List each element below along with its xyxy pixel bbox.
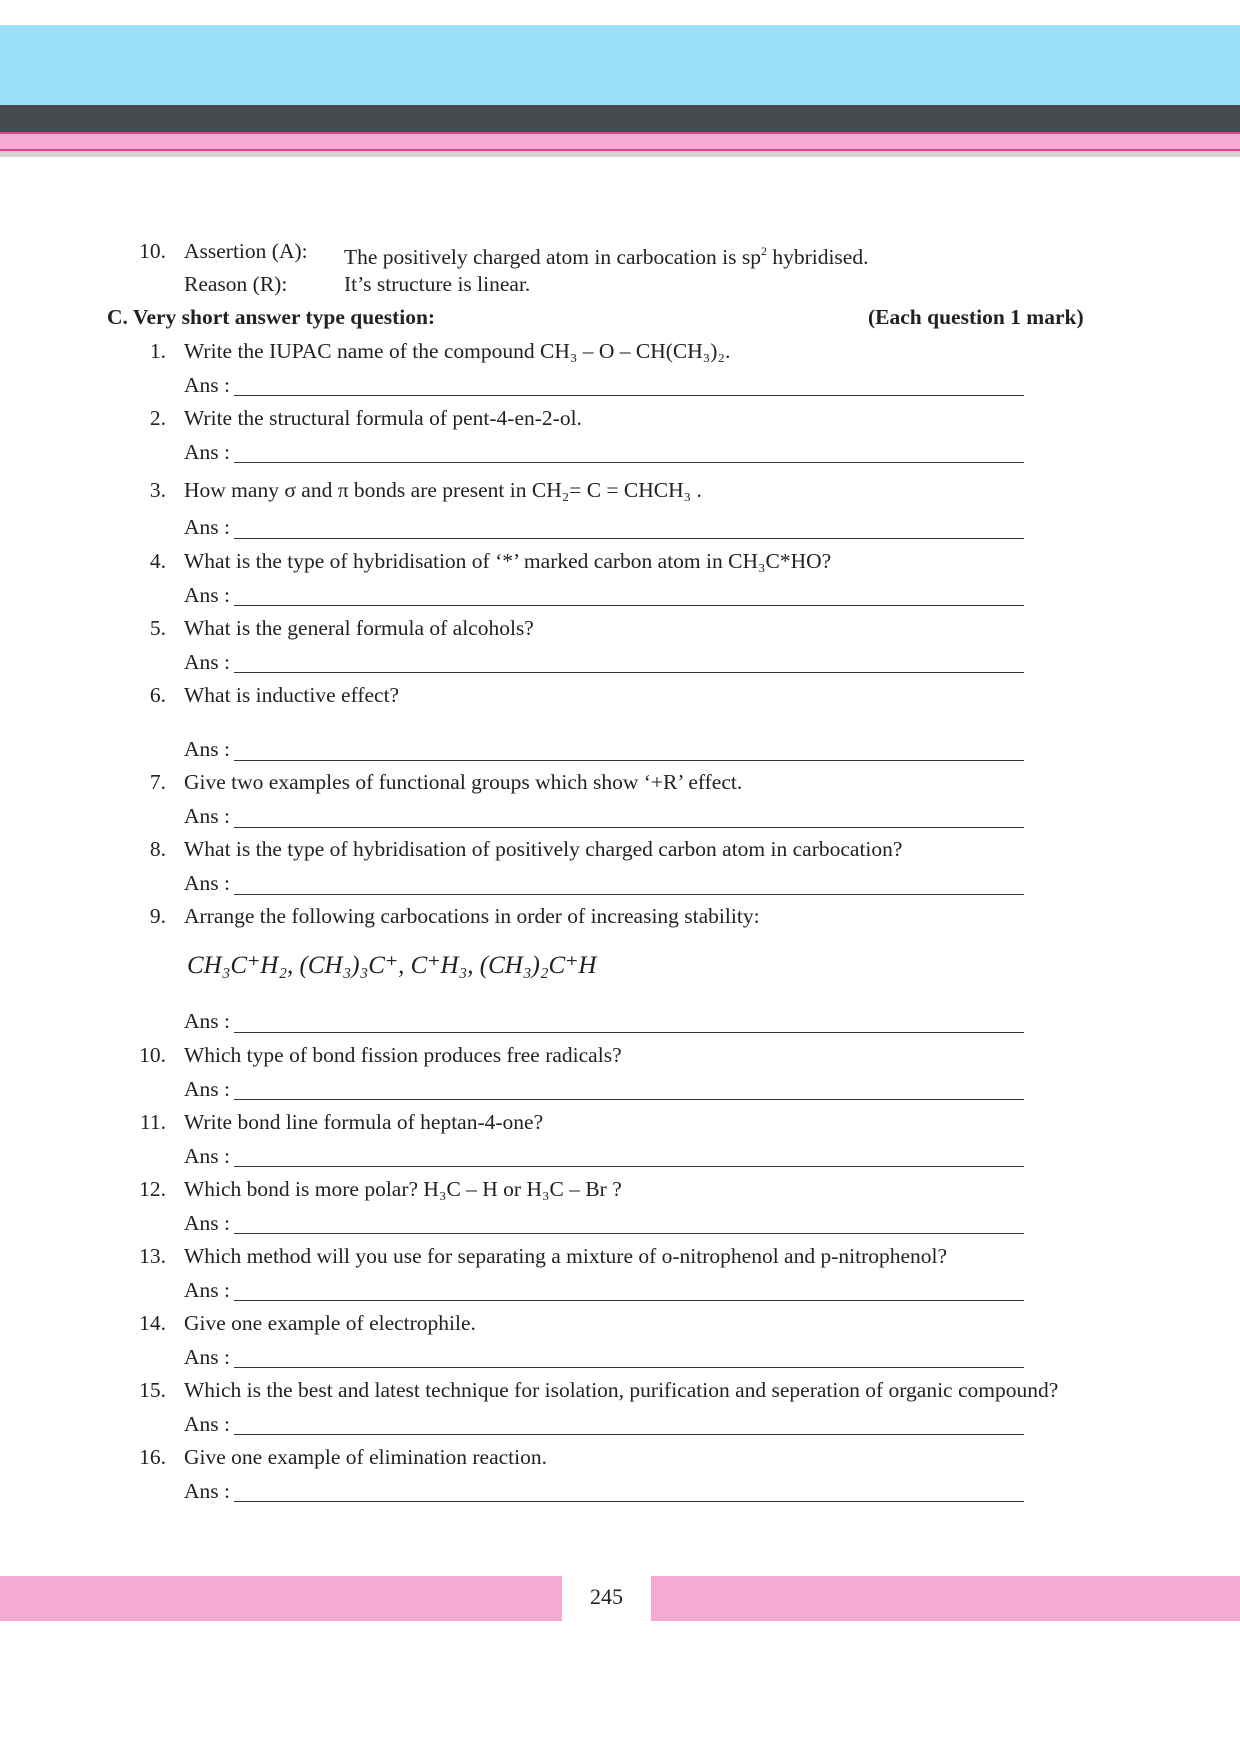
question-number: 8. xyxy=(149,837,166,861)
answer-label: Ans : xyxy=(184,650,230,674)
footer-right-band xyxy=(651,1576,1240,1621)
question-text: What is inductive effect? xyxy=(184,683,400,707)
assertion-text: The positively charged atom in carbocation is $sp^2$ hybridised. xyxy=(344,244,869,269)
answer-line[interactable] xyxy=(234,1434,1024,1435)
question-text: What is the general formula of alcohols? xyxy=(184,616,534,640)
answer-line[interactable] xyxy=(234,1233,1024,1234)
header-grey-band xyxy=(0,151,1240,157)
answer-line[interactable] xyxy=(234,1099,1024,1100)
answer-label: Ans : xyxy=(184,440,230,464)
question-text: Write the IUPAC name of the compound CH₃ – O – CH(CH₃)₂. xyxy=(184,339,731,363)
answer-label: Ans : xyxy=(184,515,230,539)
answer-line[interactable] xyxy=(234,1166,1024,1167)
question-number: 9. xyxy=(149,904,166,928)
answer-label: Ans : xyxy=(184,1479,230,1503)
header-pink-band xyxy=(0,132,1240,151)
question-text: Which method will you use for separating a mixture of o-nitrophenol and p-nitrophenol? xyxy=(184,1244,948,1268)
question-text: Give one example of elimination reaction. xyxy=(184,1445,547,1469)
answer-label: Ans : xyxy=(184,1009,230,1033)
question-text: What is the type of hybridisation of ‘*’ marked carbon atom in CH₃C*HO? xyxy=(184,549,832,573)
question-number: 15. xyxy=(139,1378,166,1402)
question-text: Write bond line formula of heptan-4-one? xyxy=(184,1110,544,1134)
question-number: 1. xyxy=(149,339,166,363)
question-text: Give two examples of functional groups which show ‘+R’ effect. xyxy=(184,770,743,794)
answer-line[interactable] xyxy=(234,1300,1024,1301)
answer-label: Ans : xyxy=(184,373,230,397)
header-blue-band xyxy=(0,25,1240,105)
answer-label: Ans : xyxy=(184,737,230,761)
question-number: 16. xyxy=(139,1445,166,1469)
answer-line[interactable] xyxy=(234,672,1024,673)
answer-line[interactable] xyxy=(234,538,1024,539)
question-number: 13. xyxy=(139,1244,166,1268)
answer-line[interactable] xyxy=(234,1501,1024,1502)
answer-line[interactable] xyxy=(234,894,1024,895)
answer-label: Ans : xyxy=(184,1345,230,1369)
section-title: C. Very short answer type question: xyxy=(107,305,436,329)
answer-line[interactable] xyxy=(234,605,1024,606)
answer-label: Ans : xyxy=(184,1211,230,1235)
question-number: 14. xyxy=(139,1311,166,1335)
question-number: 3. xyxy=(149,478,166,502)
question-number: 12. xyxy=(139,1177,166,1201)
header-dark-band xyxy=(0,105,1240,132)
answer-line[interactable] xyxy=(234,827,1024,828)
section-marks: (Each question 1 mark) xyxy=(868,305,1084,329)
question-number: 5. xyxy=(149,616,166,640)
question-number: 11. xyxy=(139,1110,166,1134)
question-text: Give one example of electrophile. xyxy=(184,1311,476,1335)
answer-label: Ans : xyxy=(184,1278,230,1302)
question-text: Which bond is more polar? H₃C – H or H₃C – Br ? xyxy=(184,1177,622,1201)
answer-label: Ans : xyxy=(184,804,230,828)
answer-line[interactable] xyxy=(234,760,1024,761)
question-number: 7. xyxy=(149,770,166,794)
question-number: 10. xyxy=(139,1043,166,1067)
question-text: Which is the best and latest technique for isolation, purification and seperation of organic compound? xyxy=(184,1378,1059,1402)
assertion-number: 10. xyxy=(139,239,166,263)
answer-label: Ans : xyxy=(184,871,230,895)
question-text: How many σ and π bonds are present in CH₂= C = CHCH₃ . xyxy=(184,478,702,502)
question-text: What is the type of hybridisation of positively charged carbon atom in carbocation? xyxy=(184,837,903,861)
answer-label: Ans : xyxy=(184,1077,230,1101)
question-number: 2. xyxy=(149,406,166,430)
question-text: Write the structural formula of pent-4-en-2-ol. xyxy=(184,406,582,430)
answer-label: Ans : xyxy=(184,1412,230,1436)
carbocations-formula: CH₃C⁺H₂, (CH₃)₃C⁺, C⁺H₃, (CH₃)₂C⁺H xyxy=(187,952,597,979)
question-text: Which type of bond fission produces free radicals? xyxy=(184,1043,622,1067)
answer-line[interactable] xyxy=(234,462,1024,463)
footer-left-band xyxy=(0,1576,562,1621)
page-number: 245 xyxy=(590,1584,623,1609)
reason-text: It’s structure is linear. xyxy=(344,272,531,296)
answer-line[interactable] xyxy=(234,1032,1024,1033)
reason-label: Reason (R): xyxy=(184,272,288,296)
answer-label: Ans : xyxy=(184,1144,230,1168)
question-number: 6. xyxy=(149,683,166,707)
assertion-label: Assertion (A): xyxy=(184,239,308,263)
question-number: 4. xyxy=(149,549,166,573)
answer-label: Ans : xyxy=(184,583,230,607)
answer-line[interactable] xyxy=(234,395,1024,396)
question-text: Arrange the following carbocations in order of increasing stability: xyxy=(184,904,760,928)
answer-line[interactable] xyxy=(234,1367,1024,1368)
